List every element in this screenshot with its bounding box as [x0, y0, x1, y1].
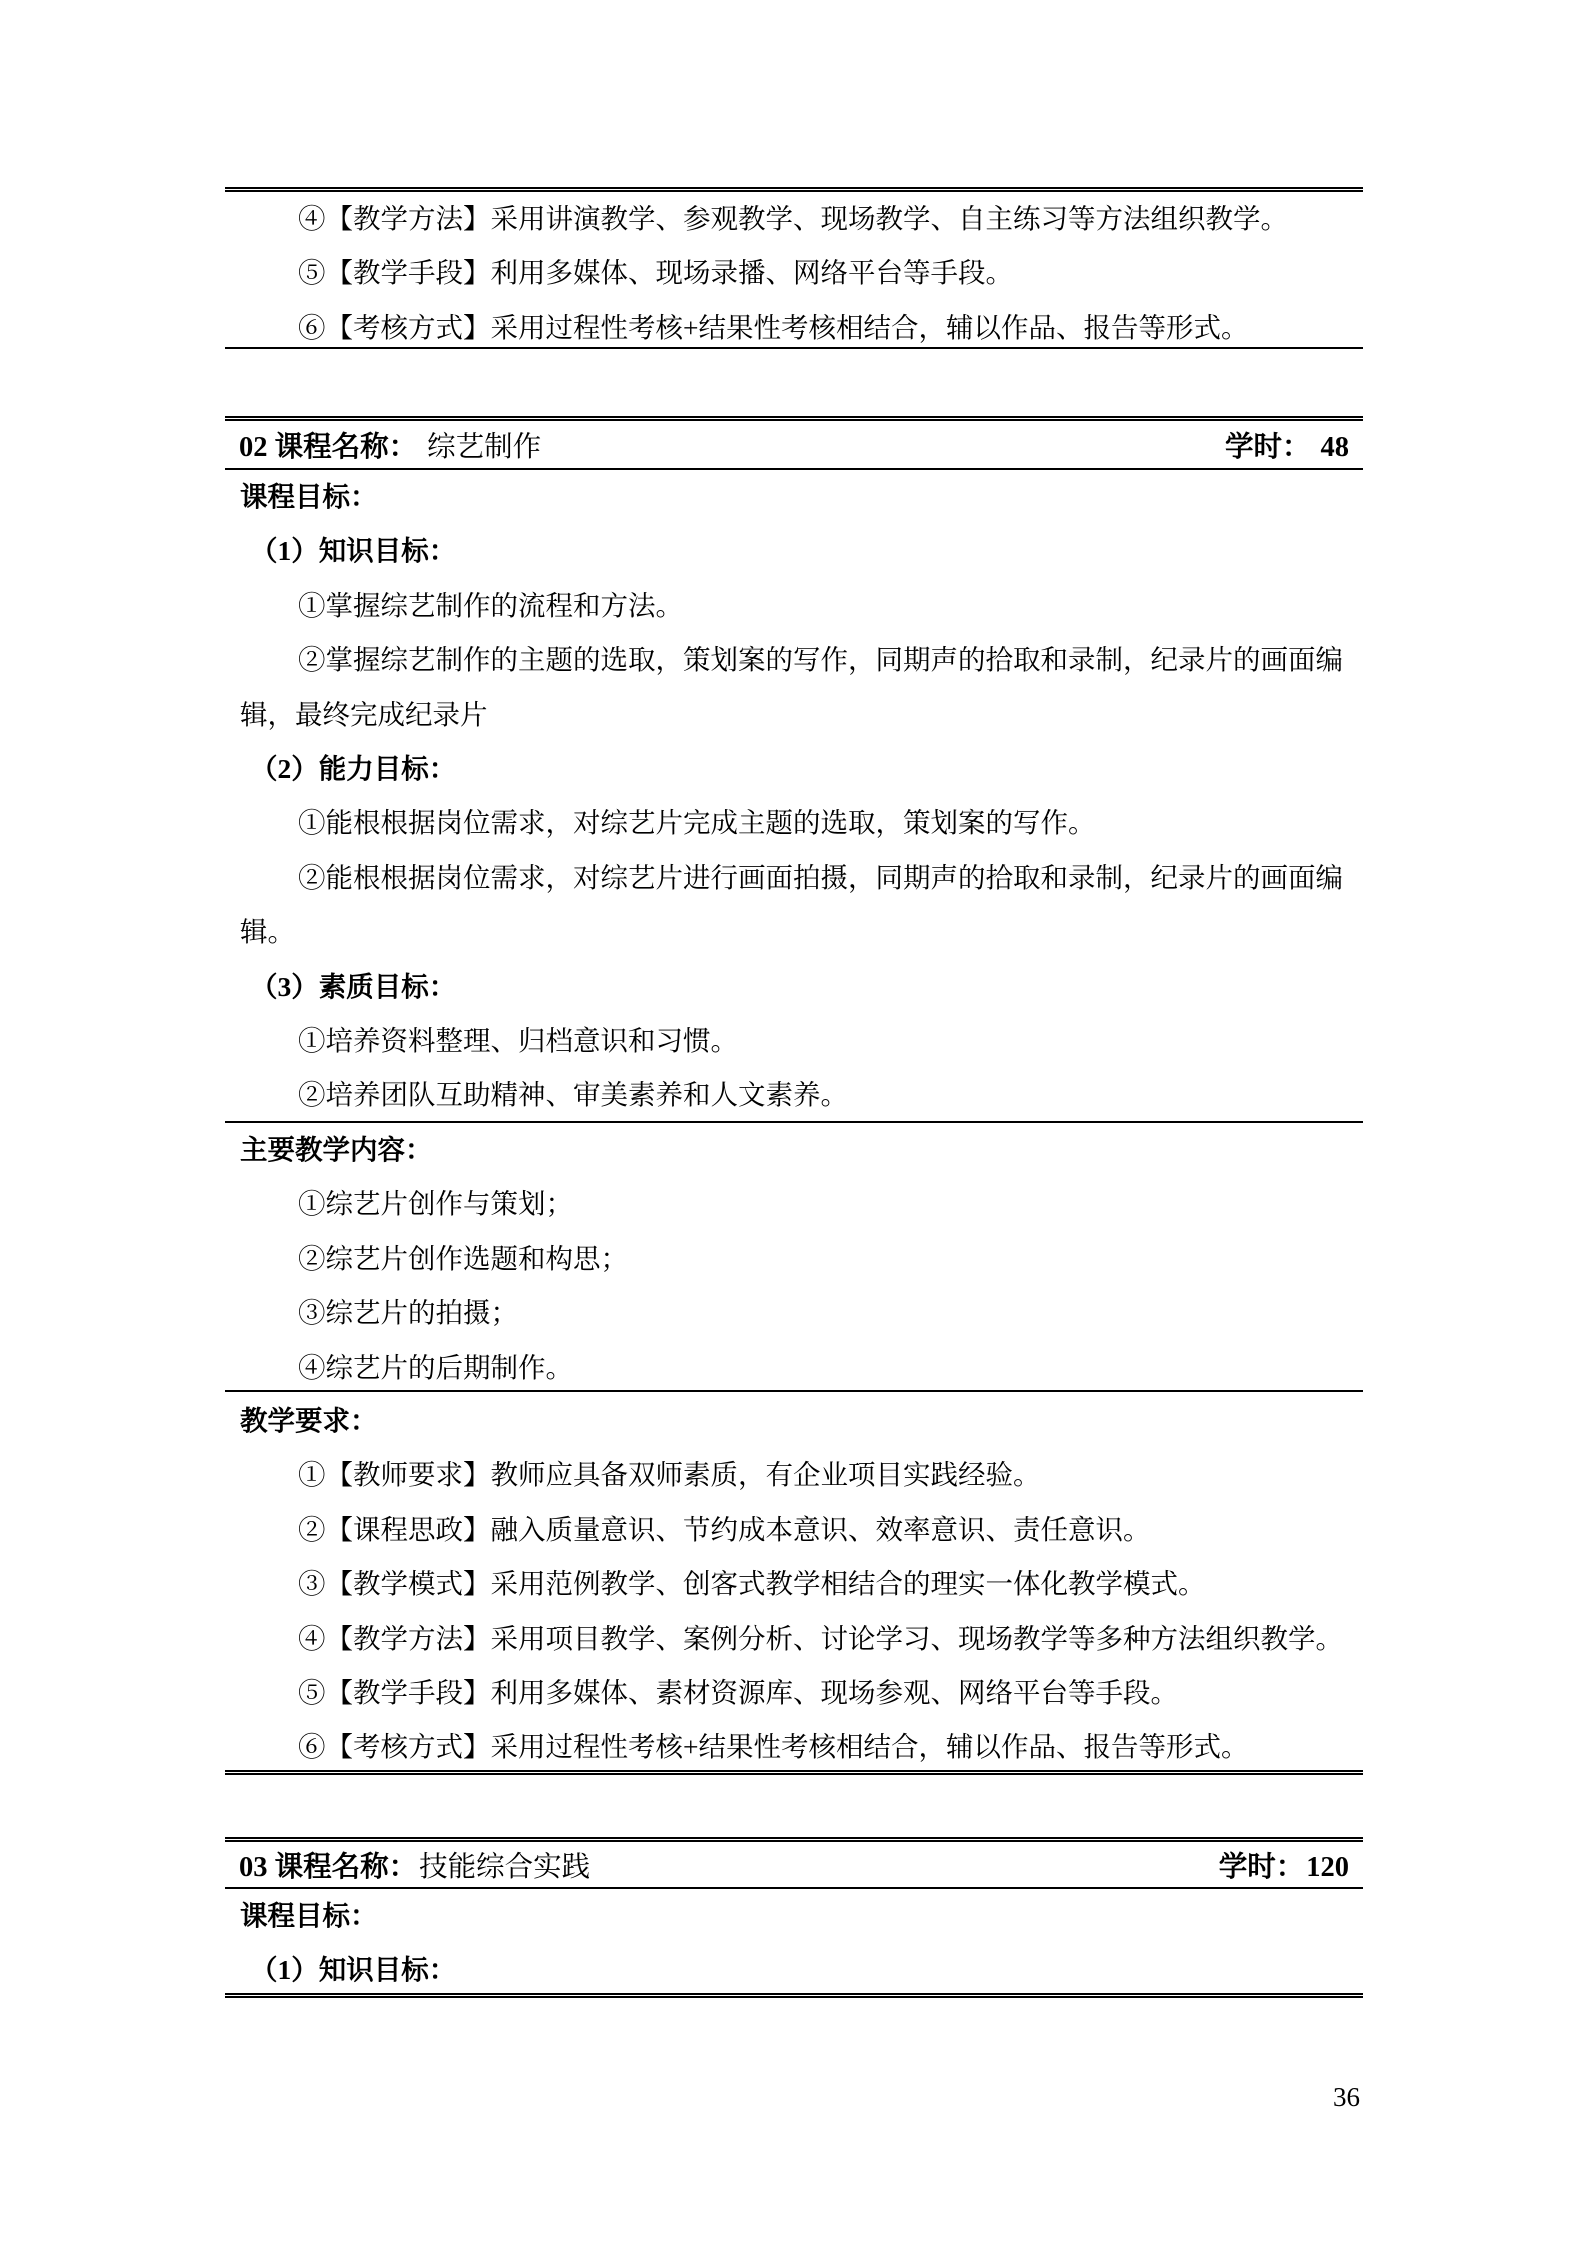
content-item: ④综艺片的后期制作。 [298, 1351, 573, 1383]
course-03-table [225, 1837, 1363, 1998]
course-02-table [225, 416, 1363, 1775]
course-02-teaching-content-cell [225, 1123, 1363, 1392]
objectives-heading: 课程目标： [240, 481, 378, 512]
course-02-objectives-cell [225, 470, 1363, 1123]
course-hours [1225, 424, 1349, 465]
course-03-header-row [225, 1837, 1363, 1889]
requirement-item: ⑤【教学手段】利用多媒体、现场录播、网络平台等手段。 [298, 257, 1013, 289]
requirement-item: ②【课程思政】融入质量意识、节约成本意识、效率意识、责任意识。 [298, 1513, 1151, 1545]
course-02-teaching-requirements-cell [225, 1392, 1363, 1775]
hours-value: 48 [1320, 432, 1349, 463]
objective-item: ①能根根据岗位需求，对综艺片完成主题的选取，策划案的写作。 [298, 807, 1096, 839]
hours-label: 学时： [1224, 432, 1311, 463]
prev-course-requirements-cell [225, 187, 1363, 349]
objective-item: ①培养资料整理、归档意识和习惯。 [298, 1025, 738, 1057]
requirement-item: ④【教学方法】采用项目教学、案例分析、讨论学习、现场教学等多种方法组织教学。 [298, 1622, 1343, 1654]
course-02-header-row [225, 416, 1363, 470]
ability-objectives-heading: （2）能力目标： [250, 753, 457, 785]
document-body [225, 0, 1363, 1998]
requirement-item: ⑤【教学手段】利用多媒体、素材资源库、现场参观、网络平台等手段。 [298, 1677, 1178, 1709]
content-item: ①综艺片创作与策划； [298, 1188, 573, 1220]
course-title-label: 03 课程名称： [239, 1852, 418, 1883]
objective-item: ②能根根据岗位需求，对综艺片进行画面拍摄，同期声的拾取和录制，纪录片的画面编辑。 [240, 861, 1343, 948]
quality-objectives-heading: （3）素质目标： [250, 970, 457, 1002]
objective-item: ②掌握综艺制作的主题的选取，策划案的写作，同期声的拾取和录制，纪录片的画面编辑，最终完成纪录片 [240, 644, 1343, 730]
content-item: ③综艺片的拍摄； [298, 1297, 518, 1329]
course-name: 技能综合实践 [419, 1852, 591, 1883]
objective-item: ①掌握综艺制作的流程和方法。 [298, 589, 683, 621]
course-title [239, 1844, 590, 1885]
requirement-item: ④【教学方法】采用讲演教学、参观教学、现场教学、自主练习等方法组织教学。 [298, 203, 1288, 234]
page-number: 36 [1333, 2082, 1360, 2112]
requirement-item: ⑥【考核方式】采用过程性考核+结果性考核相结合，辅以作品、报告等形式。 [298, 1731, 1249, 1763]
knowledge-objectives-heading: （1）知识目标： [250, 1954, 457, 1986]
hours-value: 120 [1306, 1852, 1349, 1883]
content-item: ②综艺片创作选题和构思； [298, 1242, 628, 1274]
hours-label: 学时： [1218, 1852, 1305, 1883]
content-heading: 主要教学内容： [240, 1134, 433, 1165]
objective-item: ②培养团队互助精神、审美素养和人文素养。 [298, 1079, 848, 1111]
knowledge-objectives-heading: （1）知识目标： [250, 535, 457, 567]
course-03-objectives-cell [225, 1889, 1363, 1998]
objectives-heading: 课程目标： [240, 1900, 378, 1931]
course-name: 综艺制作 [427, 432, 542, 463]
course-hours [1219, 1844, 1349, 1885]
requirement-item: ①【教师要求】教师应具备双师素质，有企业项目实践经验。 [298, 1459, 1041, 1491]
course-title [239, 424, 541, 465]
course-title-label: 02 课程名称： [239, 432, 418, 463]
requirement-item: ③【教学模式】采用范例教学、创客式教学相结合的理实一体化教学模式。 [298, 1568, 1206, 1600]
requirements-heading: 教学要求： [240, 1405, 378, 1436]
requirement-item: ⑥【考核方式】采用过程性考核+结果性考核相结合，辅以作品、报告等形式。 [298, 311, 1249, 343]
